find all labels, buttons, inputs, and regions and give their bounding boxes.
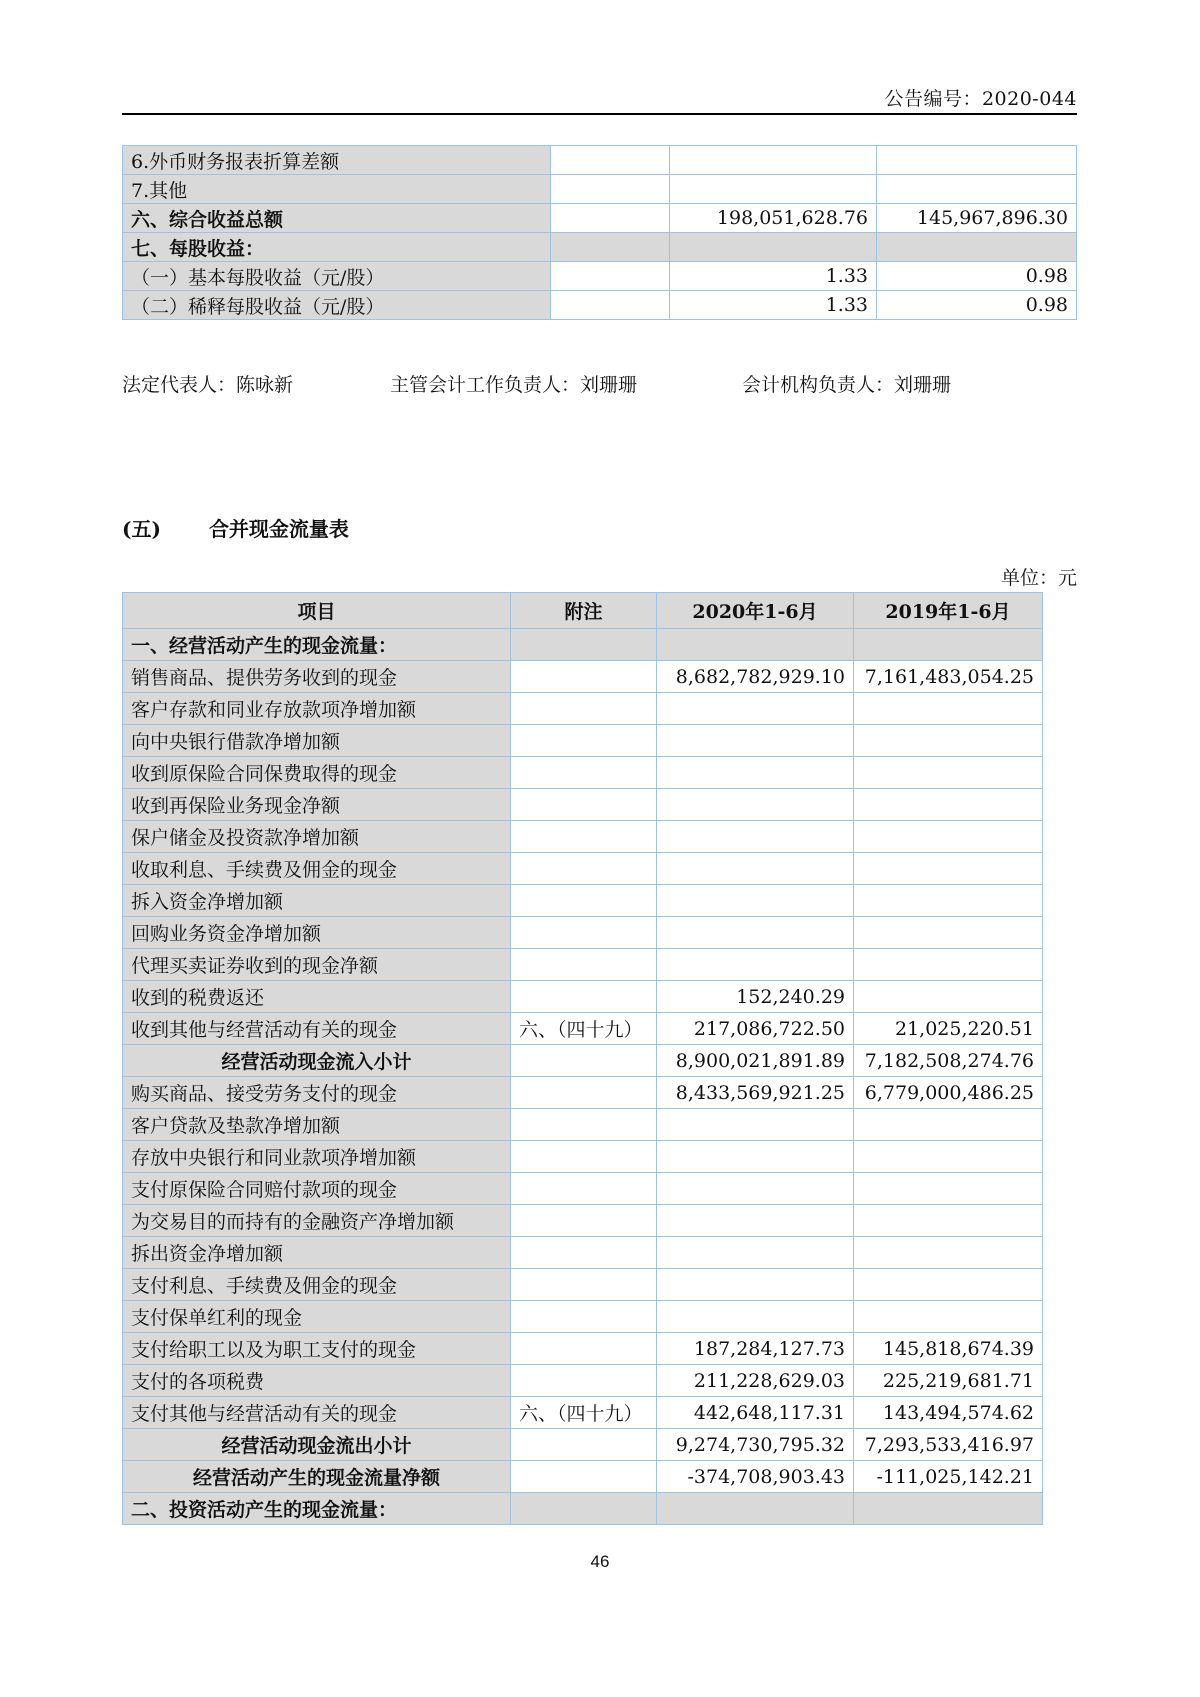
section-index: (五) — [122, 517, 161, 541]
value-2020-cell — [657, 949, 854, 981]
value-2020-cell — [657, 1493, 854, 1525]
value-2020-cell — [657, 1237, 854, 1269]
value-2020-cell — [657, 789, 854, 821]
item-label-cell: 经营活动现金流出小计 — [123, 1429, 511, 1461]
value-2019-cell — [854, 789, 1043, 821]
value-2019-cell: 0.98 — [877, 262, 1077, 291]
chief-accountant: 主管会计工作负责人：刘珊珊 — [390, 374, 638, 396]
header-period-2020: 2020年1-6月 — [657, 593, 854, 629]
item-label-cell: 支付的各项税费 — [123, 1365, 511, 1397]
item-label-cell: 客户贷款及垫款净增加额 — [123, 1109, 511, 1141]
table-row — [123, 262, 1077, 291]
item-label-cell: 一、经营活动产生的现金流量： — [123, 629, 511, 661]
table-row — [123, 1077, 1043, 1109]
value-2020-cell: 198,051,628.76 — [670, 204, 877, 233]
table-row — [123, 693, 1043, 725]
table-row — [123, 725, 1043, 757]
table-row — [123, 853, 1043, 885]
item-label-cell: 六、综合收益总额 — [123, 204, 551, 233]
value-2019-cell — [854, 917, 1043, 949]
value-2020-cell — [657, 885, 854, 917]
value-2019-cell: 145,967,896.30 — [877, 204, 1077, 233]
value-2020-cell — [657, 693, 854, 725]
item-label-cell: 回购业务资金净增加额 — [123, 917, 511, 949]
note-cell — [511, 693, 657, 725]
note-cell — [511, 1237, 657, 1269]
value-2019-cell: 145,818,674.39 — [854, 1333, 1043, 1365]
table-row — [123, 1365, 1043, 1397]
table-row — [123, 1173, 1043, 1205]
note-cell — [511, 661, 657, 693]
item-label-cell: 为交易目的而持有的金融资产净增加额 — [123, 1205, 511, 1237]
value-2019-cell: 225,219,681.71 — [854, 1365, 1043, 1397]
cashflow-table — [122, 592, 1043, 1525]
value-2020-cell: 1.33 — [670, 291, 877, 320]
note-cell — [511, 629, 657, 661]
table-row — [123, 981, 1043, 1013]
value-2019-cell: 21,025,220.51 — [854, 1013, 1043, 1045]
note-cell — [511, 885, 657, 917]
note-cell — [511, 917, 657, 949]
item-label-cell: 6.外币财务报表折算差额 — [123, 146, 551, 175]
item-label-cell: 支付利息、手续费及佣金的现金 — [123, 1269, 511, 1301]
item-label-cell: 购买商品、接受劳务支付的现金 — [123, 1077, 511, 1109]
page-number: 46 — [590, 1552, 610, 1571]
value-2019-cell — [854, 949, 1043, 981]
value-2020-cell — [657, 821, 854, 853]
note-cell — [551, 175, 670, 204]
table-row — [123, 175, 1077, 204]
item-label-cell: 收到的税费返还 — [123, 981, 511, 1013]
value-2020-cell — [657, 853, 854, 885]
value-2019-cell — [854, 885, 1043, 917]
value-2019-cell: 6,779,000,486.25 — [854, 1077, 1043, 1109]
value-2020-cell — [670, 175, 877, 204]
header-note: 附注 — [511, 593, 657, 629]
note-cell — [551, 204, 670, 233]
table-row — [123, 1045, 1043, 1077]
note-cell — [511, 1333, 657, 1365]
item-label-cell: 支付保单红利的现金 — [123, 1301, 511, 1333]
item-label-cell: 支付原保险合同赔付款项的现金 — [123, 1173, 511, 1205]
value-2019-cell — [877, 233, 1077, 262]
value-2020-cell — [657, 917, 854, 949]
signature-line — [122, 370, 1077, 394]
table-row — [123, 1237, 1043, 1269]
value-2019-cell: 7,293,533,416.97 — [854, 1429, 1043, 1461]
table-row — [123, 1109, 1043, 1141]
income-table-continued — [122, 145, 1077, 320]
value-2020-cell: -374,708,903.43 — [657, 1461, 854, 1493]
item-label-cell: （一）基本每股收益（元/股） — [123, 262, 551, 291]
value-2020-cell — [657, 725, 854, 757]
note-cell — [511, 789, 657, 821]
value-2019-cell: 7,161,483,054.25 — [854, 661, 1043, 693]
table-row — [123, 1397, 1043, 1429]
value-2020-cell: 152,240.29 — [657, 981, 854, 1013]
note-cell: 六、（四十九） — [511, 1397, 657, 1429]
value-2020-cell: 1.33 — [670, 262, 877, 291]
value-2020-cell: 211,228,629.03 — [657, 1365, 854, 1397]
note-cell — [511, 1269, 657, 1301]
value-2020-cell — [657, 757, 854, 789]
table-row — [123, 146, 1077, 175]
value-2019-cell — [854, 725, 1043, 757]
value-2020-cell: 9,274,730,795.32 — [657, 1429, 854, 1461]
value-2019-cell — [854, 1237, 1043, 1269]
item-label-cell: 7.其他 — [123, 175, 551, 204]
table-row — [123, 629, 1043, 661]
note-cell — [511, 1205, 657, 1237]
value-2019-cell: 0.98 — [877, 291, 1077, 320]
note-cell — [511, 1141, 657, 1173]
value-2019-cell — [854, 693, 1043, 725]
item-label-cell: 销售商品、提供劳务收到的现金 — [123, 661, 511, 693]
note-cell — [511, 1173, 657, 1205]
value-2020-cell: 8,433,569,921.25 — [657, 1077, 854, 1109]
value-2020-cell — [670, 146, 877, 175]
table-row — [123, 789, 1043, 821]
value-2019-cell — [854, 1173, 1043, 1205]
table-row — [123, 291, 1077, 320]
value-2020-cell: 217,086,722.50 — [657, 1013, 854, 1045]
table-row — [123, 949, 1043, 981]
item-label-cell: 收到再保险业务现金净额 — [123, 789, 511, 821]
table-header-row — [123, 593, 1043, 629]
table-row — [123, 821, 1043, 853]
item-label-cell: 向中央银行借款净增加额 — [123, 725, 511, 757]
note-cell — [511, 1429, 657, 1461]
table-row — [123, 1493, 1043, 1525]
table-row — [123, 1205, 1043, 1237]
table-row — [123, 885, 1043, 917]
table-row — [123, 1013, 1043, 1045]
table-row — [123, 1429, 1043, 1461]
value-2019-cell — [854, 1109, 1043, 1141]
item-label-cell: 二、投资活动产生的现金流量： — [123, 1493, 511, 1525]
value-2020-cell — [657, 1141, 854, 1173]
item-label-cell: （二）稀释每股收益（元/股） — [123, 291, 551, 320]
table-row — [123, 1141, 1043, 1173]
note-cell — [551, 146, 670, 175]
note-cell — [511, 1109, 657, 1141]
note-cell — [511, 1365, 657, 1397]
unit-label: 单位：元 — [1000, 567, 1077, 589]
value-2020-cell — [657, 1109, 854, 1141]
section-heading — [122, 513, 349, 542]
item-label-cell: 经营活动产生的现金流量净额 — [123, 1461, 511, 1493]
value-2020-cell: 8,682,782,929.10 — [657, 661, 854, 693]
item-label-cell: 存放中央银行和同业款项净增加额 — [123, 1141, 511, 1173]
value-2019-cell — [877, 146, 1077, 175]
note-cell — [511, 949, 657, 981]
value-2019-cell — [854, 1301, 1043, 1333]
item-label-cell: 支付其他与经营活动有关的现金 — [123, 1397, 511, 1429]
table-row — [123, 757, 1043, 789]
value-2019-cell: 143,494,574.62 — [854, 1397, 1043, 1429]
item-label-cell: 保户储金及投资款净增加额 — [123, 821, 511, 853]
item-label-cell: 拆出资金净增加额 — [123, 1237, 511, 1269]
value-2020-cell — [657, 629, 854, 661]
note-cell — [511, 1301, 657, 1333]
item-label-cell: 收到其他与经营活动有关的现金 — [123, 1013, 511, 1045]
note-cell — [551, 233, 670, 262]
note-cell — [511, 853, 657, 885]
value-2020-cell: 8,900,021,891.89 — [657, 1045, 854, 1077]
header-item: 项目 — [123, 593, 511, 629]
item-label-cell: 收取利息、手续费及佣金的现金 — [123, 853, 511, 885]
announcement-number: 公告编号：2020-044 — [884, 88, 1077, 110]
value-2020-cell: 187,284,127.73 — [657, 1333, 854, 1365]
item-label-cell: 拆入资金净增加额 — [123, 885, 511, 917]
value-2019-cell: 7,182,508,274.76 — [854, 1045, 1043, 1077]
note-cell — [551, 262, 670, 291]
table-row — [123, 1301, 1043, 1333]
table-row — [123, 1269, 1043, 1301]
note-cell — [511, 725, 657, 757]
table-row — [123, 661, 1043, 693]
value-2020-cell — [657, 1173, 854, 1205]
header-period-2019: 2019年1-6月 — [854, 593, 1043, 629]
table-row — [123, 204, 1077, 233]
item-label-cell: 七、每股收益： — [123, 233, 551, 262]
table-row — [123, 917, 1043, 949]
header-rule — [122, 113, 1077, 115]
value-2019-cell — [854, 981, 1043, 1013]
value-2019-cell — [854, 853, 1043, 885]
note-cell — [511, 821, 657, 853]
item-label-cell: 支付给职工以及为职工支付的现金 — [123, 1333, 511, 1365]
note-cell — [551, 291, 670, 320]
accounting-department-head: 会计机构负责人：刘珊珊 — [742, 374, 952, 396]
value-2019-cell — [854, 1493, 1043, 1525]
note-cell — [511, 757, 657, 789]
value-2019-cell — [854, 1141, 1043, 1173]
note-cell — [511, 1461, 657, 1493]
value-2019-cell: -111,025,142.21 — [854, 1461, 1043, 1493]
note-cell: 六、（四十九） — [511, 1013, 657, 1045]
value-2019-cell — [854, 757, 1043, 789]
value-2020-cell — [657, 1205, 854, 1237]
table-row — [123, 233, 1077, 262]
value-2020-cell — [657, 1301, 854, 1333]
note-cell — [511, 1493, 657, 1525]
value-2020-cell — [670, 233, 877, 262]
value-2019-cell — [854, 821, 1043, 853]
item-label-cell: 收到原保险合同保费取得的现金 — [123, 757, 511, 789]
table-row — [123, 1333, 1043, 1365]
value-2019-cell — [854, 629, 1043, 661]
note-cell — [511, 981, 657, 1013]
value-2019-cell — [877, 175, 1077, 204]
item-label-cell: 客户存款和同业存放款项净增加额 — [123, 693, 511, 725]
note-cell — [511, 1045, 657, 1077]
note-cell — [511, 1077, 657, 1109]
item-label-cell: 经营活动现金流入小计 — [123, 1045, 511, 1077]
item-label-cell: 代理买卖证券收到的现金净额 — [123, 949, 511, 981]
legal-representative: 法定代表人：陈咏新 — [122, 374, 294, 396]
value-2020-cell: 442,648,117.31 — [657, 1397, 854, 1429]
table-row — [123, 1461, 1043, 1493]
value-2019-cell — [854, 1205, 1043, 1237]
value-2020-cell — [657, 1269, 854, 1301]
section-title: 合并现金流量表 — [208, 517, 349, 541]
value-2019-cell — [854, 1269, 1043, 1301]
